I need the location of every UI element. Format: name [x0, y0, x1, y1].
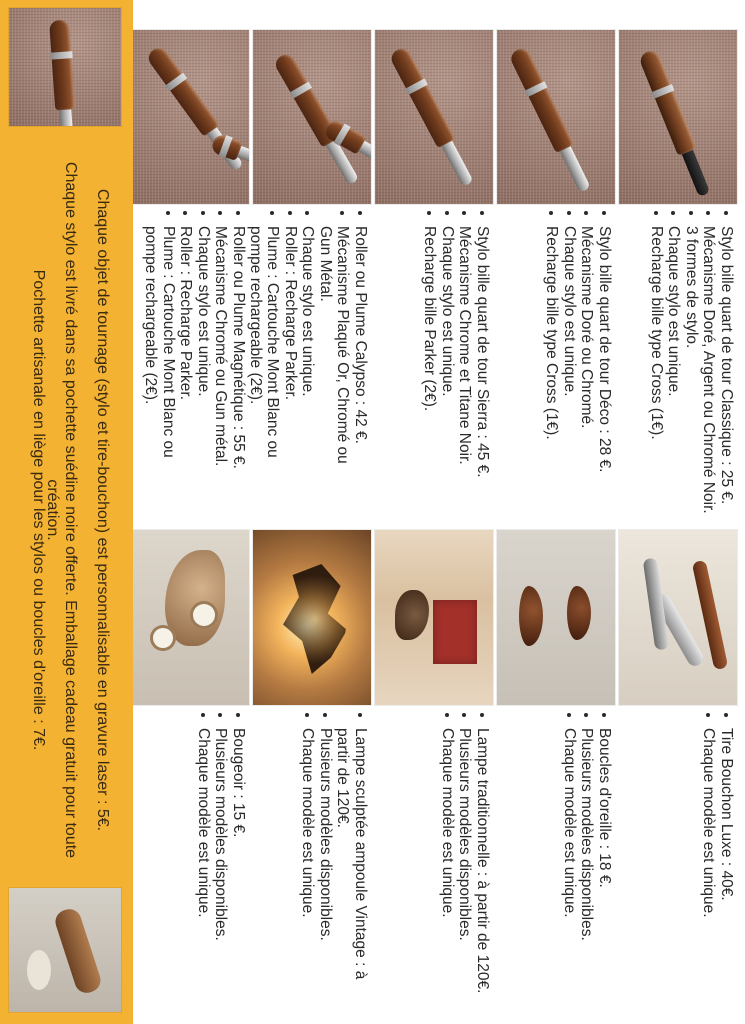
- pen-icon: [145, 44, 220, 137]
- pen-icon: [388, 45, 455, 148]
- pen-photo-deco: [497, 30, 615, 204]
- bullet-item: • Plusieurs modèles disponibles.: [456, 728, 474, 1018]
- earrings-photo: [497, 530, 615, 705]
- bullet-item: • Stylo bille quart de tour Sierra : 45 €.: [474, 226, 492, 526]
- bullet-item: • Lampe traditionnelle : à partir de 120€.: [474, 728, 492, 1018]
- cork-pouch-photo: [9, 888, 121, 1012]
- bullet-item: • 3 formes de stylo.: [683, 226, 701, 526]
- bullet-item: • Chaque modèle est unique.: [700, 728, 718, 1018]
- lamp-traditional-photo: [375, 530, 493, 705]
- bullet-item: • Mécanisme Plaqué Or, Chromé ou Gun Métal.: [317, 226, 352, 476]
- bullet-item: • Chaque modèle est unique.: [299, 728, 317, 1018]
- bullet-item: • Boucles d'oreille : 18 €.: [596, 728, 614, 1018]
- bullet-item: • Plusieurs modèles disponibles.: [212, 728, 230, 1018]
- bullet-item: • Roller : Recharge Parker.: [282, 226, 300, 476]
- candle-icon: [193, 604, 215, 626]
- bullet-item: • Recharge bille type Cross (1€).: [648, 226, 666, 526]
- bullet-item: • Chaque stylo est unique.: [299, 226, 317, 476]
- bullet-item: • Plume : Cartouche Mont Blanc ou pompe rechargeable (2€).: [142, 226, 177, 486]
- bullet-item: • Chaque modèle est unique.: [439, 728, 457, 1018]
- corkscrew-description: [700, 712, 735, 1018]
- footer-cork-pouch-text: Pochette artisanale en liège pour les stylos ou boucles d'oreille : 7€.: [30, 269, 47, 751]
- candle-holder-icon: [165, 550, 225, 646]
- bullet-item: • Roller ou Plume Calypso : 42 €.: [352, 226, 370, 476]
- footer-band: [0, 0, 133, 1024]
- candle-icon: [153, 628, 173, 648]
- bullet-item: • Chaque stylo est unique.: [665, 226, 683, 526]
- bullet-item: • Stylo bille quart de tour Déco : 28 €.: [596, 226, 614, 526]
- cork-pouch-icon: [52, 906, 103, 996]
- bullet-item: • Roller ou Plume Magnétique : 55 €.: [230, 226, 248, 486]
- footer-pouch-text: Chaque stylo est livré dans sa pochette suédine noire offerte. Emballage cadeau gratuit pour toute création.: [44, 161, 79, 859]
- bullet-item: • Stylo bille quart de tour Classique : 25 €.: [718, 226, 736, 526]
- bullet-item: • Plusieurs modèles disponibles.: [317, 728, 335, 1018]
- bullet-item: • Mécanisme Doré ou Chromé.: [578, 226, 596, 526]
- pen-photo-sierra: [375, 30, 493, 204]
- corkscrew-photo: [619, 530, 737, 705]
- earrings-description: [561, 712, 614, 1018]
- pen-photo-calypso: [253, 30, 371, 204]
- bullet-item: • Mécanisme Chromé ou Gun métal.: [212, 226, 230, 486]
- bullet-item: • Mécanisme Doré, Argent ou Chromé Noir.: [700, 226, 718, 526]
- bullet-item: • Mécanisme Chrome et Titane Noir.: [456, 226, 474, 526]
- pen-photo-classique: [619, 30, 737, 204]
- lamp-shade-icon: [433, 600, 477, 664]
- bullet-item: • Chaque stylo est unique.: [439, 226, 457, 526]
- candle-holder-photo: [131, 530, 249, 705]
- bullet-item: • Recharge bille type Cross (1€).: [543, 226, 561, 526]
- bullet-item: • Chaque modèle est unique.: [195, 728, 213, 1018]
- bullet-item: • Chaque modèle est unique.: [561, 728, 579, 1018]
- earring-icon: [567, 586, 591, 640]
- pen-description-deco: [543, 210, 613, 526]
- bullet-item: • Plusieurs modèles disponibles.: [578, 728, 596, 1018]
- pen-description-classique: [648, 210, 736, 526]
- earring-icon: [519, 586, 543, 646]
- lamp-vintage-photo: [253, 530, 371, 705]
- bullet-item: • Roller : Recharge Parker.: [177, 226, 195, 486]
- lamp-sculpture-icon: [283, 564, 347, 674]
- pen-photo-footer: [9, 8, 121, 126]
- pen-icon: [638, 48, 697, 156]
- pen-photo-magnetique: [131, 30, 249, 204]
- pen-description-sierra: [421, 210, 491, 526]
- footer-engraving-text: Chaque objet de tournage (stylo et tire-bouchon) est personnalisable en gravure laser : 5€.: [94, 188, 111, 832]
- pen-icon: [49, 19, 75, 110]
- bullet-item: • Chaque stylo est unique.: [561, 226, 579, 526]
- bullet-item: • Lampe sculptée ampoule Vintage : à partir de 120€.: [334, 728, 369, 1018]
- pen-description-calypso: [247, 210, 370, 476]
- earring-icon: [27, 950, 51, 990]
- lamp-vintage-description: [299, 712, 369, 1018]
- pen-description-magnetique: [142, 210, 247, 486]
- pen-icon: [508, 46, 574, 154]
- bullet-item: • Recharge bille Parker (2€).: [421, 226, 439, 526]
- lamp-base-icon: [395, 590, 429, 640]
- bullet-item: • Bougeoir : 15 €.: [230, 728, 248, 1018]
- bullet-item: • Plume : Cartouche Mont Blanc ou pompe rechargeable (2€).: [247, 226, 282, 476]
- lamp-traditional-description: [439, 712, 492, 1018]
- bullet-item: • Chaque stylo est unique.: [195, 226, 213, 486]
- candle-holder-description: [195, 712, 248, 1018]
- bullet-item: • Tire Bouchon Luxe : 40€.: [718, 728, 736, 1018]
